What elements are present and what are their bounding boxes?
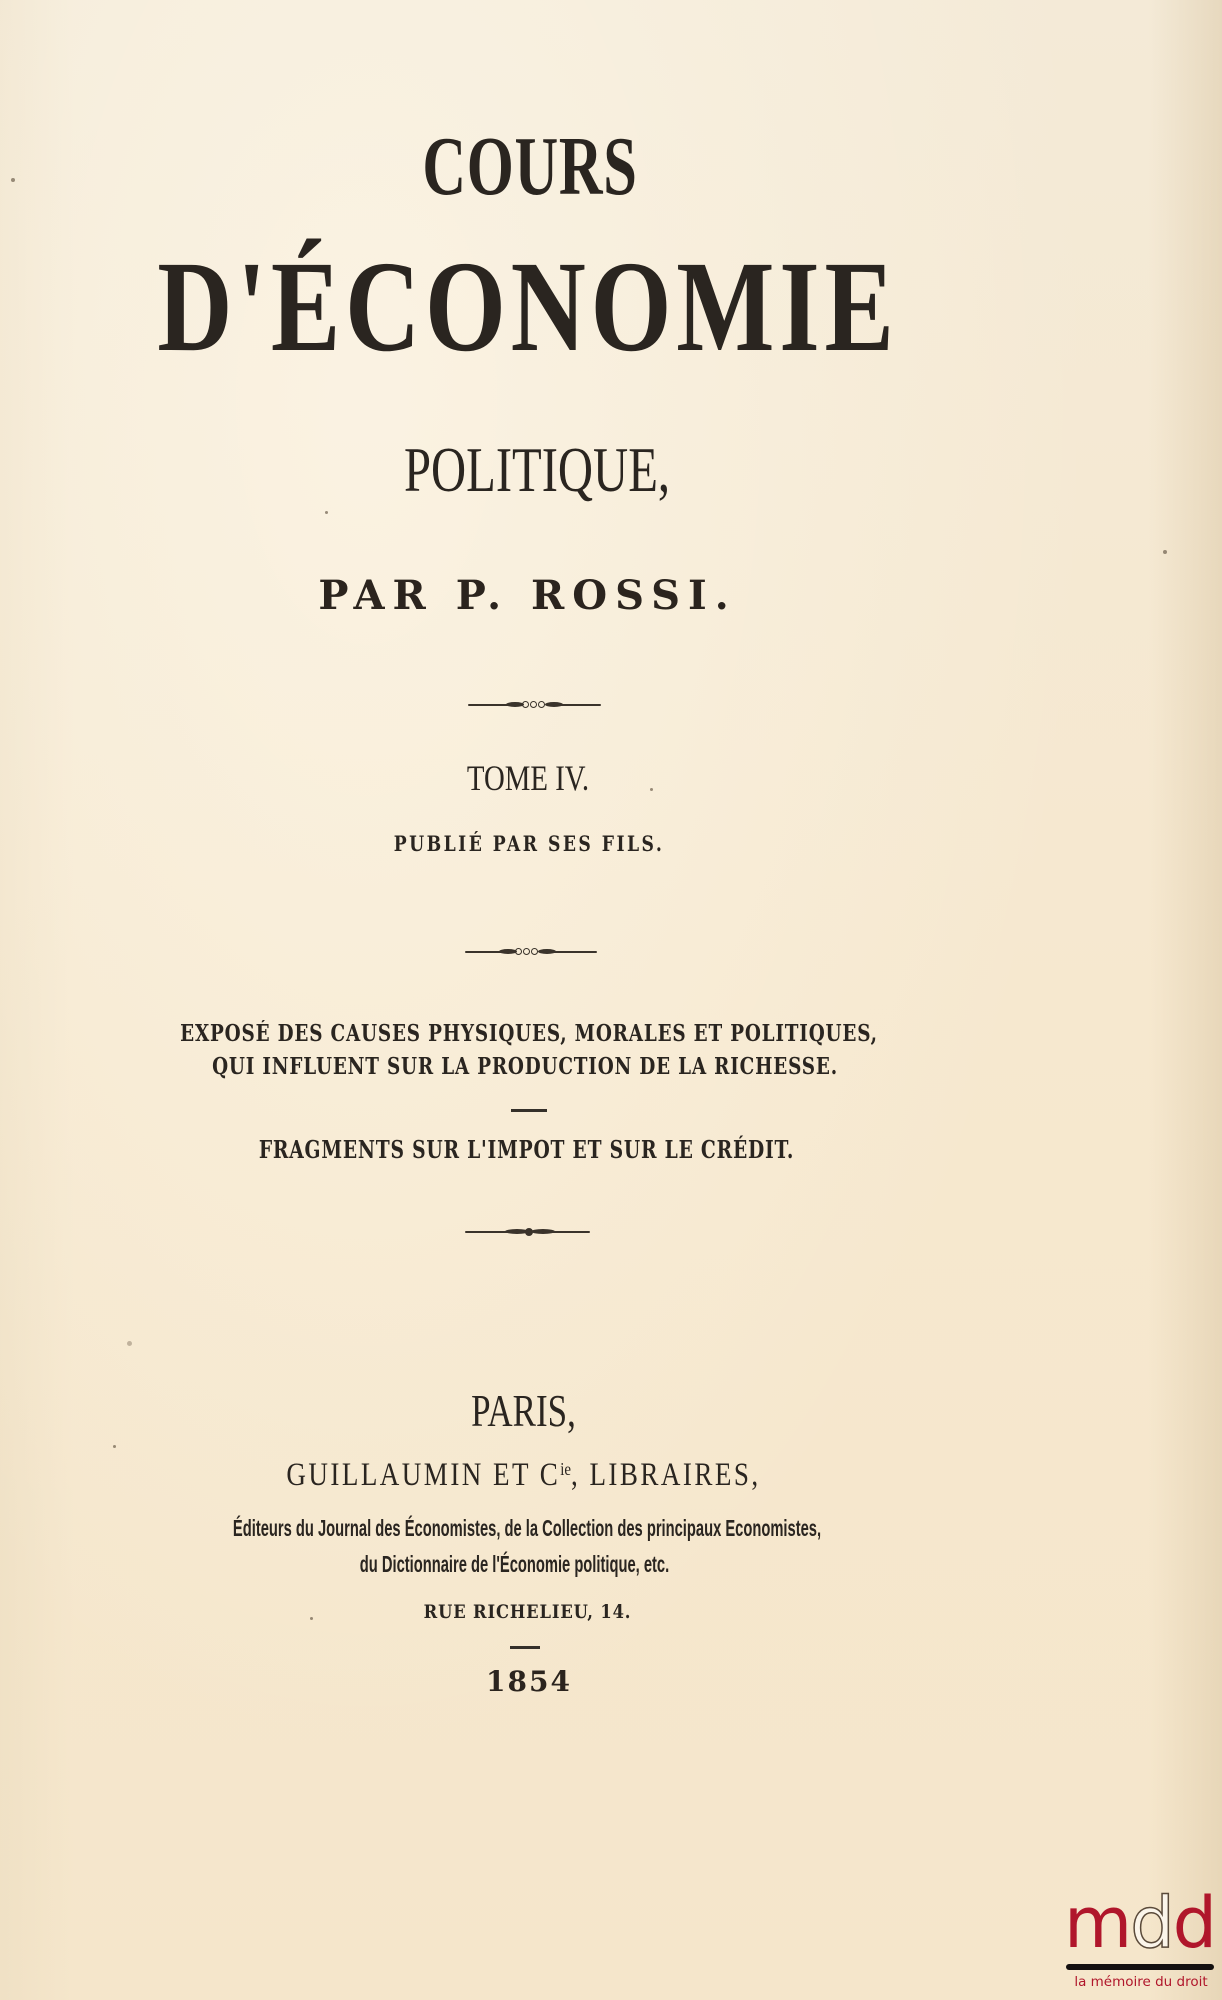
paper-speck (310, 1617, 313, 1620)
publisher-superscript: ie (560, 1459, 571, 1480)
volume-number: TOME IV. (466, 758, 590, 798)
publisher-description-line-2: du Dictionnaire de l'Économie politique, etc. (359, 1551, 670, 1577)
ornament-rule-1-icon (468, 701, 601, 709)
paper-speck (113, 1445, 116, 1448)
imprint-city: PARIS, (471, 1385, 576, 1436)
contents-line-1: EXPOSÉ DES CAUSES PHYSIQUES, MORALES ET POLITIQUES, (180, 1020, 878, 1047)
ornament-rule-2-icon (465, 948, 597, 956)
contents-line-3: FRAGMENTS SUR L'IMPOT ET SUR LE CRÉDIT. (258, 1135, 795, 1164)
author-line: PAR P. ROSSI. (318, 572, 737, 619)
paper-speck (1163, 550, 1167, 554)
paper-speck (325, 511, 328, 514)
logo-letter-d: d (1172, 1882, 1216, 1964)
imprint-publisher (94, 1459, 953, 1492)
ornament-rule-3-icon (465, 1228, 593, 1236)
logo-tagline: la mémoire du droit (1074, 1974, 1208, 1990)
contents-line-2: QUI INFLUENT SUR LA PRODUCTION DE LA RICHESSE. (212, 1053, 838, 1080)
paper-speck (127, 1341, 132, 1346)
published-by-line: PUBLIÉ PAR SES FILS. (393, 831, 665, 856)
logo-bar (1066, 1964, 1214, 1970)
logo-letter-d-outline: d (1130, 1882, 1173, 1964)
publisher-name: GUILLAUMIN ET C (286, 1457, 561, 1493)
imprint-address: RUE RICHELIEU, 14. (423, 1601, 632, 1623)
publisher-suffix: , LIBRAIRES, (570, 1457, 761, 1493)
title-line-politique: POLITIQUE, (403, 434, 671, 505)
title-line-cours: COURS (422, 120, 638, 213)
logo-letter-m: m (1064, 1882, 1131, 1964)
separator-dash-2 (510, 1646, 540, 1649)
logo-letters (1064, 1882, 1216, 1964)
publisher-description-line-1: Éditeurs du Journal des Économistes, de la Collection des principaux Economistes, (232, 1515, 822, 1541)
paper-speck (650, 788, 653, 791)
mdd-watermark-logo (1062, 1882, 1218, 1994)
paper-speck (11, 178, 15, 182)
title-line-economie: D'ÉCONOMIE (157, 235, 899, 379)
imprint-year: 1854 (486, 1665, 572, 1698)
separator-dash-1 (511, 1109, 547, 1112)
